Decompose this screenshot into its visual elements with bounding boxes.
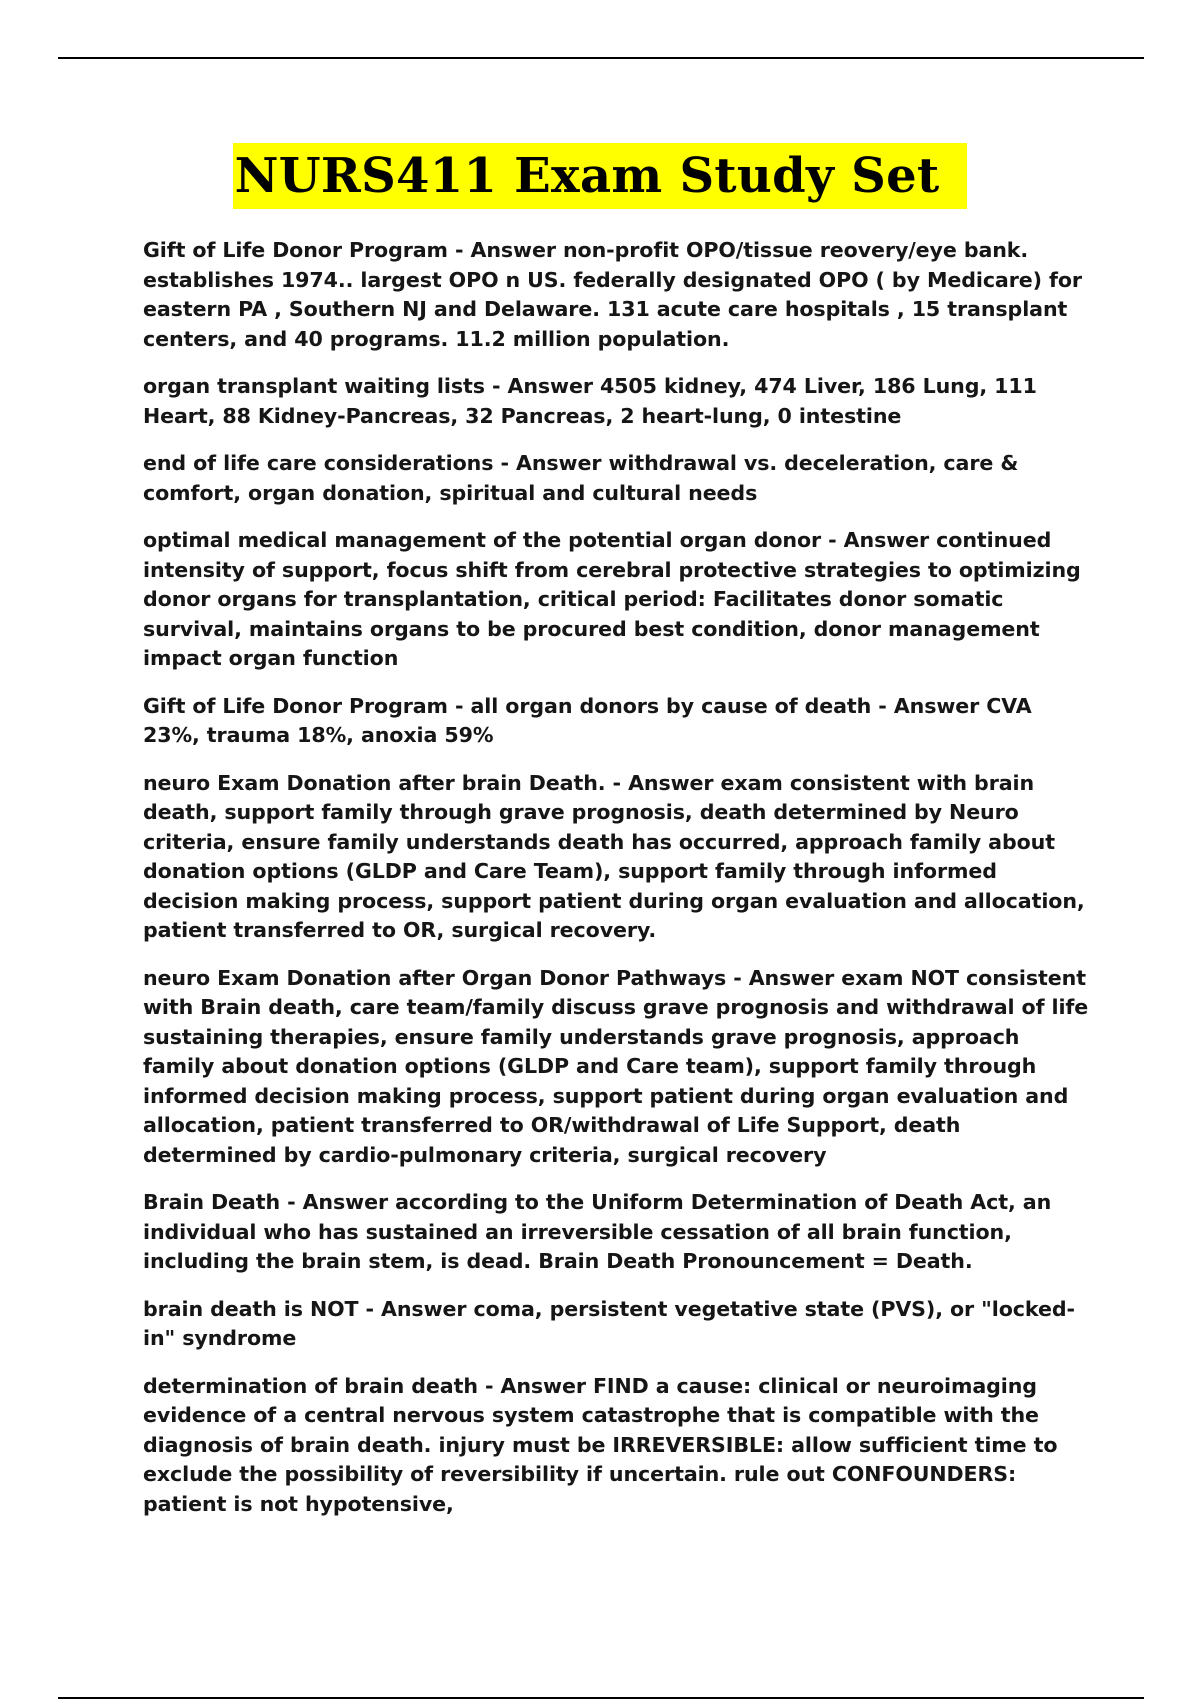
study-entry: optimal medical management of the potential organ donor - Answer continued intensity of support, focus shift from cerebral protective strategies to optimizing donor organs for transplantation, critical period: Facilitates donor somatic survival, maintains organs to be procured best condition, donor management impact organ function	[143, 528, 1081, 670]
study-entry: Gift of Life Donor Program - all organ donors by cause of death - Answer CVA 23%, trauma 18%, anoxia 59%	[143, 693, 1032, 747]
study-entry: end of life care considerations - Answer withdrawal vs. deceleration, care & comfort, organ donation, spiritual and cultural needs	[143, 451, 1019, 505]
top-rule	[58, 57, 1144, 59]
bottom-rule	[58, 1697, 1144, 1699]
study-entry: brain death is NOT - Answer coma, persistent vegetative state (PVS), or "locked-in" syndrome	[143, 1296, 1075, 1350]
study-entry: organ transplant waiting lists - Answer 4505 kidney, 474 Liver, 186 Lung, 111 Heart, 88 Kidney-Pancreas, 32 Pancreas, 2 heart-lung, 0 intestine	[143, 374, 1037, 428]
study-entry: determination of brain death - Answer FIND a cause: clinical or neuroimaging evidence of a central nervous system catastrophe that is compatible with the diagnosis of brain death. injury must be IRREVERSIBLE: allow sufficient time to exclude the possibility of reversibility if uncertain. rule out CONFOUNDERS: patient is not hypotensive,	[143, 1373, 1058, 1516]
study-set-content	[143, 236, 1093, 1537]
title-container	[0, 143, 1200, 209]
study-entry: neuro Exam Donation after brain Death. - Answer exam consistent with brain death, support family through grave prognosis, death determined by Neuro criteria, ensure family understands death has occurred, approach family about donation options (GLDP and Care Team), support family through informed decision making process, support patient during organ evaluation and allocation, patient transferred to OR, surgical recovery.	[143, 770, 1085, 942]
study-entry: neuro Exam Donation after Organ Donor Pathways - Answer exam NOT consistent with Brain death, care team/family discuss grave prognosis and withdrawal of life sustaining therapies, ensure family understands grave prognosis, approach family about donation options (GLDP and Care team), support family through informed decision making process, support patient during organ evaluation and allocation, patient transferred to OR/withdrawal of Life Support, death determined by cardio-pulmonary criteria, surgical recovery	[143, 965, 1089, 1167]
study-entry: Brain Death - Answer according to the Uniform Determination of Death Act, an individual who has sustained an irreversible cessation of all brain function, including the brain stem, is dead. Brain Death Pronouncement = Death.	[143, 1190, 1052, 1273]
document-title: NURS411 Exam Study Set	[233, 143, 968, 209]
study-entry: Gift of Life Donor Program - Answer non-profit OPO/tissue reovery/eye bank. establishes 1974.. largest OPO n US. federally designated OPO ( by Medicare) for eastern PA , Southern NJ and Delaware. 131 acute care hospitals , 15 transplant centers, and 40 programs. 11.2 million population.	[143, 238, 1082, 351]
